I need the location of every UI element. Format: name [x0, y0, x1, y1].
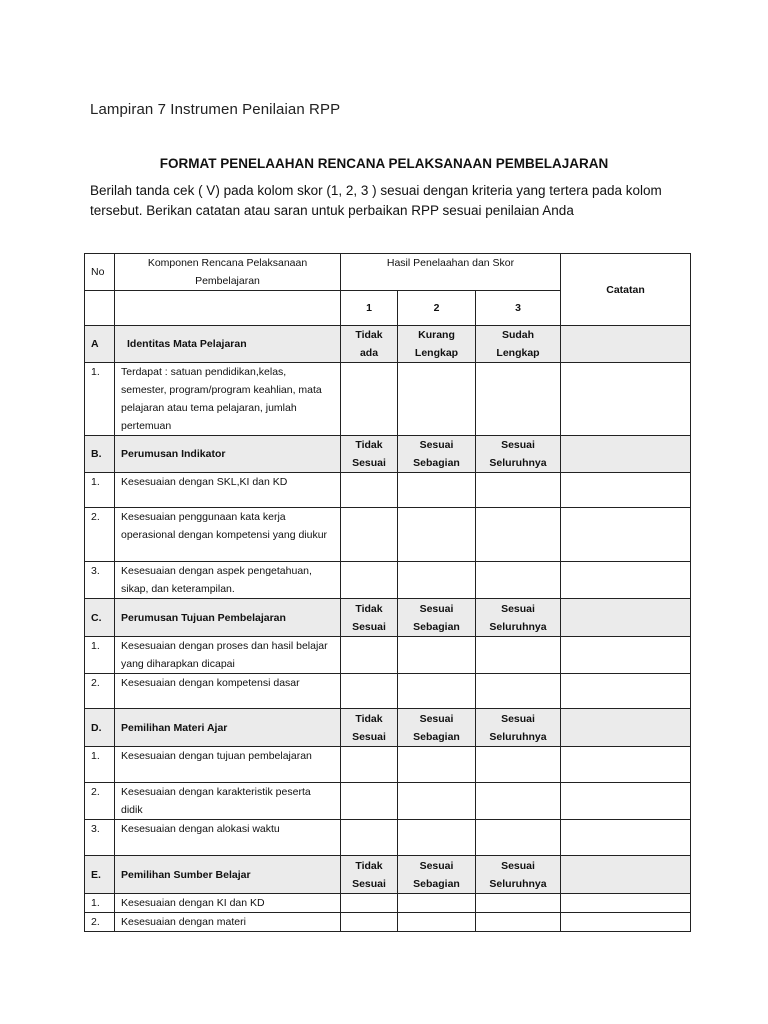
table-row [85, 674, 691, 709]
item-text: Kesesuaian dengan alokasi waktu [115, 820, 341, 856]
catatan-cell[interactable] [561, 913, 691, 932]
section-row [85, 856, 691, 894]
score-2-cell[interactable] [398, 894, 476, 913]
item-text: Kesesuaian penggunaan kata kerja operasional dengan kompetensi yang diukur [115, 508, 341, 562]
assessment-table [84, 253, 691, 932]
score-3-cell[interactable] [476, 913, 561, 932]
catatan-cell[interactable] [561, 562, 691, 599]
item-no: 1. [85, 363, 115, 436]
instruction-paragraph: Berilah tanda cek ( V) pada kolom skor (1, 2, 3 ) sesuai dengan kriteria yang tertera pada kolom tersebut. Berikan catatan atau saran untuk perbaikan RPP sesuai penilaian Anda [90, 183, 662, 218]
header-komponen: Komponen Rencana Pelaksanaan Pembelajaran [115, 254, 341, 291]
section-row [85, 599, 691, 637]
item-text: Kesesuaian dengan SKL,KI dan KD [115, 473, 341, 508]
item-no: 1. [85, 747, 115, 783]
catatan-cell[interactable] [561, 473, 691, 508]
section-code: B. [85, 436, 115, 473]
score-1-cell[interactable] [341, 783, 398, 820]
score-2-cell[interactable] [398, 637, 476, 674]
level-3-label: Sesuai Seluruhnya [476, 856, 561, 894]
item-no: 1. [85, 894, 115, 913]
score-3-cell[interactable] [476, 747, 561, 783]
item-no: 1. [85, 473, 115, 508]
item-no: 2. [85, 783, 115, 820]
score-2-cell[interactable] [398, 363, 476, 436]
level-1-label: Tidak ada [341, 326, 398, 363]
table-row [85, 637, 691, 674]
catatan-cell[interactable] [561, 894, 691, 913]
catatan-cell[interactable] [561, 709, 691, 747]
table-row [85, 913, 691, 932]
score-1-cell[interactable] [341, 894, 398, 913]
score-3-cell[interactable] [476, 894, 561, 913]
catatan-cell[interactable] [561, 326, 691, 363]
section-row [85, 436, 691, 473]
lampiran-label: Lampiran 7 Instrumen Penilaian RPP [90, 101, 341, 118]
catatan-cell[interactable] [561, 363, 691, 436]
section-name: Pemilihan Materi Ajar [115, 709, 341, 747]
score-2-cell[interactable] [398, 747, 476, 783]
level-3-label: Sesuai Seluruhnya [476, 599, 561, 637]
score-1-cell[interactable] [341, 363, 398, 436]
item-no: 3. [85, 562, 115, 599]
item-text: Kesesuaian dengan aspek pengetahuan, sikap, dan keterampilan. [115, 562, 341, 599]
score-1-cell[interactable] [341, 820, 398, 856]
level-3-label: Sudah Lengkap [476, 326, 561, 363]
score-1-cell[interactable] [341, 473, 398, 508]
item-no: 2. [85, 913, 115, 932]
header-no: No [85, 254, 115, 291]
score-3-cell[interactable] [476, 783, 561, 820]
level-2-label: Kurang Lengkap [398, 326, 476, 363]
table-header-row [85, 254, 691, 291]
score-2-cell[interactable] [398, 913, 476, 932]
table-row [85, 473, 691, 508]
catatan-cell[interactable] [561, 747, 691, 783]
section-name: Pemilihan Sumber Belajar [115, 856, 341, 894]
level-1-label: Tidak Sesuai [341, 856, 398, 894]
catatan-cell[interactable] [561, 508, 691, 562]
item-text: Kesesuaian dengan proses dan hasil belajar yang diharapkan dicapai [115, 637, 341, 674]
document-title: FORMAT PENELAAHAN RENCANA PELAKSANAAN PEMBELAJARAN [159, 156, 609, 171]
section-row [85, 709, 691, 747]
item-text: Terdapat : satuan pendidikan,kelas, semester, program/program keahlian, mata pelajaran atau tema pelajaran, jumlah pertemuan [115, 363, 341, 436]
score-3-cell[interactable] [476, 820, 561, 856]
table-row [85, 894, 691, 913]
catatan-cell[interactable] [561, 856, 691, 894]
score-2-cell[interactable] [398, 820, 476, 856]
catatan-cell[interactable] [561, 599, 691, 637]
score-1-cell[interactable] [341, 508, 398, 562]
section-code: A [85, 326, 115, 363]
item-no: 3. [85, 820, 115, 856]
score-1-header: 1 [341, 291, 398, 326]
item-text: Kesesuaian dengan tujuan pembelajaran [115, 747, 341, 783]
score-3-cell[interactable] [476, 363, 561, 436]
section-code: C. [85, 599, 115, 637]
item-text: Kesesuaian dengan karakteristik peserta didik [115, 783, 341, 820]
level-3-label: Sesuai Seluruhnya [476, 709, 561, 747]
level-2-label: Sesuai Sebagian [398, 599, 476, 637]
level-1-label: Tidak Sesuai [341, 709, 398, 747]
score-2-cell[interactable] [398, 473, 476, 508]
item-no: 2. [85, 674, 115, 709]
header-hasil: Hasil Penelaahan dan Skor [341, 254, 561, 291]
item-text: Kesesuaian dengan materi [115, 913, 341, 932]
catatan-cell[interactable] [561, 637, 691, 674]
level-2-label: Sesuai Sebagian [398, 709, 476, 747]
table-row [85, 562, 691, 599]
table-row [85, 508, 691, 562]
section-code: E. [85, 856, 115, 894]
item-text: Kesesuaian dengan kompetensi dasar [115, 674, 341, 709]
section-name: Perumusan Tujuan Pembelajaran [115, 599, 341, 637]
table-row [85, 820, 691, 856]
score-2-cell[interactable] [398, 562, 476, 599]
item-text: Kesesuaian dengan KI dan KD [115, 894, 341, 913]
score-1-cell[interactable] [341, 562, 398, 599]
level-2-label: Sesuai Sebagian [398, 436, 476, 473]
score-3-cell[interactable] [476, 562, 561, 599]
score-2-cell[interactable] [398, 674, 476, 709]
section-code: D. [85, 709, 115, 747]
score-1-cell[interactable] [341, 637, 398, 674]
table-row [85, 747, 691, 783]
catatan-cell[interactable] [561, 783, 691, 820]
catatan-cell[interactable] [561, 674, 691, 709]
header-catatan: Catatan [561, 254, 691, 326]
score-2-header: 2 [398, 291, 476, 326]
table-row [85, 783, 691, 820]
item-no: 2. [85, 508, 115, 562]
score-1-cell[interactable] [341, 674, 398, 709]
score-3-header: 3 [476, 291, 561, 326]
empty-cell [115, 291, 341, 326]
level-3-label: Sesuai Seluruhnya [476, 436, 561, 473]
table-row [85, 363, 691, 436]
score-2-cell[interactable] [398, 783, 476, 820]
score-1-cell[interactable] [341, 747, 398, 783]
catatan-cell[interactable] [561, 820, 691, 856]
score-1-cell[interactable] [341, 913, 398, 932]
score-3-cell[interactable] [476, 508, 561, 562]
item-no: 1. [85, 637, 115, 674]
section-row [85, 326, 691, 363]
score-3-cell[interactable] [476, 674, 561, 709]
section-name: Identitas Mata Pelajaran [115, 326, 341, 363]
score-3-cell[interactable] [476, 473, 561, 508]
level-2-label: Sesuai Sebagian [398, 856, 476, 894]
section-name: Perumusan Indikator [115, 436, 341, 473]
level-1-label: Tidak Sesuai [341, 436, 398, 473]
score-2-cell[interactable] [398, 508, 476, 562]
score-3-cell[interactable] [476, 637, 561, 674]
empty-cell [85, 291, 115, 326]
level-1-label: Tidak Sesuai [341, 599, 398, 637]
catatan-cell[interactable] [561, 436, 691, 473]
